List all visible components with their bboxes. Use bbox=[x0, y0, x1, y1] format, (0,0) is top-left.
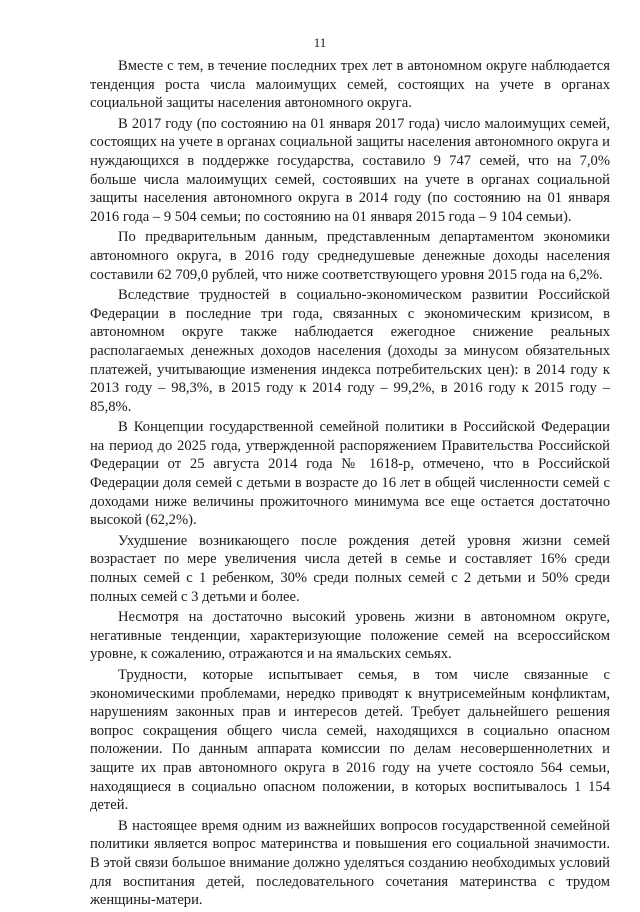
paragraph: Трудности, которые испытывает семья, в том числе связанные с экономическими проблемами, нередко приводят к внутрисемейным конфликтам, нарушениям законных прав и интересов детей. Требует дальнейшего решения вопрос сокращения общего числа семей, находящихся в социально опасном положении. По данным аппарата комиссии по делам несовершеннолетних и защите их прав автономного округа в 2016 году на учете состояло 564 семьи, находящиеся в социально опасном положении, в которых воспитывалось 1 154 детей. bbox=[90, 667, 610, 814]
paragraph: В 2017 году (по состоянию на 01 января 2017 года) число малоимущих семей, состоящих на учете в органах социальной защиты населения автономного округа и нуждающихся в поддержке государства, составило 9 747 семей, что на 7,0% больше числа малоимущих семей, состоявших на учете в органах социальной защиты населения автономного округа в 2014 году (по состоянию на 01 января 2016 года – 9 504 семьи; по состоянию на 01 января 2015 года – 9 104 семьи). bbox=[90, 115, 610, 225]
paragraph: Вследствие трудностей в социально-экономическом развитии Российской Федерации в последние три года, связанных с экономическим кризисом, в автономном округе также наблюдается ежегодное снижение реальных располагаемых денежных доходов населения (доходы за минусом обязательных платежей, учитывающие изменения индекса потребительских цен): в 2014 году к 2013 году – 98,3%, в 2015 году к 2014 году – 99,2%, в 2016 году к 2015 году – 85,8%. bbox=[90, 287, 610, 415]
body-text bbox=[90, 57, 610, 912]
page-number: 11 bbox=[313, 35, 327, 50]
paragraph: По предварительным данным, представленным департаментом экономики автономного округа, в 2016 году среднедушевые денежные доходы населения составили 62 709,0 рублей, что ниже соответствующего уровня 2015 года на 6,2%. bbox=[90, 229, 610, 283]
paragraph: В Концепции государственной семейной политики в Российской Федерации на период до 2025 года, утвержденной распоряжением Правительства Российской Федерации от 25 августа 2014 года № 1618-р, отмечено, что в Российской Федерации доля семей с детьми в возрасте до 16 лет в общей численности семей с доходами ниже величины прожиточного минимума все еще остается достаточно высокой (62,2%). bbox=[90, 419, 610, 529]
paragraph: Несмотря на достаточно высокий уровень жизни в автономном округе, негативные тенденции, характеризующие положение семей на всероссийском уровне, к сожалению, отражаются и на ямальских семьях. bbox=[90, 609, 610, 663]
paragraph: Ухудшение возникающего после рождения детей уровня жизни семей возрастает по мере увеличения числа детей в семье и составляет 16% среди полных семей с 1 ребенком, 30% среди полных семей с 2 детьми и 50% среди полных семей с 3 детьми и более. bbox=[90, 532, 610, 605]
paragraph: Вместе с тем, в течение последних трех лет в автономном округе наблюдается тенденция роста числа малоимущих семей, состоящих на учете в органах социальной защиты населения автономного округа. bbox=[90, 58, 610, 112]
paragraph: В настоящее время одним из важнейших вопросов государственной семейной политики является вопрос материнства и повышения его социальной значимости. В этой связи большое внимание должно уделяться созданию необходимых условий для воспитания детей, последовательного сочетания материнства с трудом женщины-матери. bbox=[90, 817, 610, 909]
